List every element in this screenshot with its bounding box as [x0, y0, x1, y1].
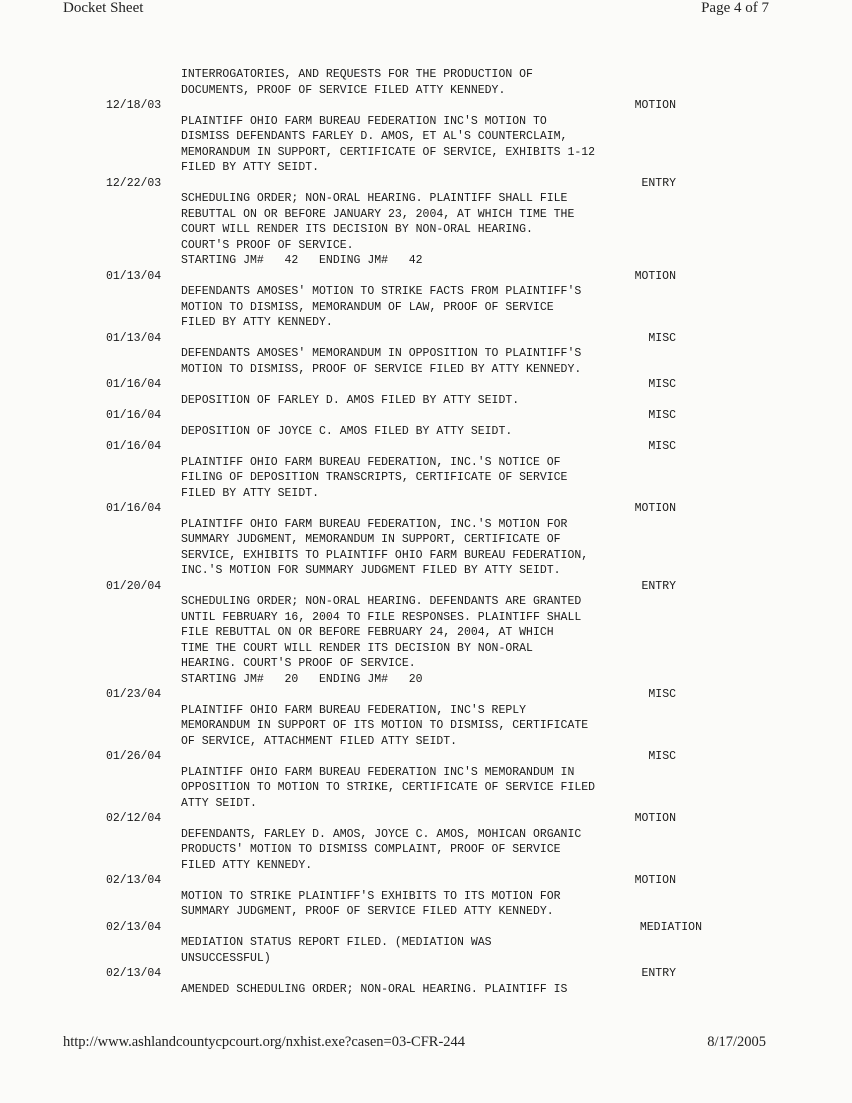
body-line: REBUTTAL ON OR BEFORE JANUARY 23, 2004, AT WHICH TIME THE: [181, 207, 575, 221]
body-line: OF SERVICE, ATTACHMENT FILED ATTY SEIDT.: [181, 734, 458, 748]
docket-entry: [0, 98, 852, 176]
body-line: PLAINTIFF OHIO FARM BUREAU FEDERATION, INC.'S MOTION FOR: [181, 517, 568, 531]
body-line: AMENDED SCHEDULING ORDER; NON-ORAL HEARING. PLAINTIFF IS: [181, 982, 568, 996]
body-line: UNTIL FEBRUARY 16, 2004 TO FILE RESPONSES. PLAINTIFF SHALL: [181, 610, 582, 624]
entry-header: [0, 408, 852, 424]
entry-header: [0, 269, 852, 285]
body-line: DEFENDANTS, FARLEY D. AMOS, JOYCE C. AMOS, MOHICAN ORGANIC: [181, 827, 582, 841]
entry-date: 12/18/03: [106, 99, 162, 112]
entry-date: 02/13/04: [106, 874, 162, 887]
body-line: DOCUMENTS, PROOF OF SERVICE FILED ATTY KENNEDY.: [181, 83, 506, 97]
entry-type: MEDIATION: [639, 920, 702, 934]
entry-date: 01/16/04: [106, 502, 162, 515]
entry-description: [0, 889, 691, 920]
entry-description: [0, 517, 691, 579]
docket-entries: [0, 67, 852, 997]
body-line: PLAINTIFF OHIO FARM BUREAU FEDERATION INC'S MEMORANDUM IN: [181, 765, 575, 779]
body-line: DEPOSITION OF FARLEY D. AMOS FILED BY ATTY SEIDT.: [181, 393, 520, 407]
entry-header: [0, 439, 852, 455]
docket-entry: [0, 408, 852, 439]
body-line: SERVICE, EXHIBITS TO PLAINTIFF OHIO FARM BUREAU FEDERATION,: [181, 548, 589, 562]
entry-description: [0, 455, 691, 502]
entry-description: [0, 346, 691, 377]
entry-header: [0, 501, 852, 517]
continuation-text: [0, 67, 852, 98]
entry-description: [0, 424, 691, 440]
entry-header: [0, 579, 852, 595]
body-line: PLAINTIFF OHIO FARM BUREAU FEDERATION, INC.'S NOTICE OF: [181, 455, 561, 469]
entry-description: [0, 594, 691, 687]
entry-description: [0, 935, 691, 966]
docket-entry: [0, 687, 852, 749]
entry-type: MOTION: [634, 874, 676, 887]
body-line: STARTING JM# 20 ENDING JM# 20: [181, 672, 423, 686]
docket-entry: [0, 176, 852, 269]
body-line: SCHEDULING ORDER; NON-ORAL HEARING. DEFENDANTS ARE GRANTED: [181, 595, 582, 608]
entry-date: 01/13/04: [106, 269, 162, 283]
entry-type: MISC: [648, 409, 676, 422]
entry-header: [0, 687, 852, 703]
body-line: FILED BY ATTY SEIDT.: [181, 161, 320, 174]
entry-type: MOTION: [634, 812, 676, 825]
entry-description: [0, 284, 691, 331]
body-line: INC.'S MOTION FOR SUMMARY JUDGMENT FILED BY ATTY SEIDT.: [181, 564, 561, 577]
body-line: INTERROGATORIES, AND REQUESTS FOR THE PRODUCTION OF: [181, 68, 533, 81]
docket-entry: [0, 920, 852, 967]
body-line: SUMMARY JUDGMENT, PROOF OF SERVICE FILED ATTY KENNEDY.: [181, 905, 554, 918]
entry-date: 01/16/04: [106, 409, 162, 422]
docket-entry: [0, 331, 852, 378]
entry-description: [0, 114, 691, 176]
entry-description: [0, 827, 691, 874]
entry-type: MISC: [648, 331, 676, 345]
docket-entry: [0, 269, 852, 331]
docket-entry: [0, 377, 852, 408]
entry-description: [0, 703, 691, 750]
body-line: FILED BY ATTY KENNEDY.: [181, 316, 333, 329]
body-line: ATTY SEIDT.: [181, 796, 257, 810]
entry-type: MISC: [648, 440, 676, 453]
entry-description: [0, 982, 691, 998]
footer-date: 8/17/2005: [707, 1034, 766, 1050]
body-line: MOTION TO DISMISS, MEMORANDUM OF LAW, PROOF OF SERVICE: [181, 300, 554, 314]
entry-date: 01/20/04: [106, 579, 162, 593]
entry-date: 01/16/04: [106, 440, 162, 453]
body-line: MOTION TO DISMISS, PROOF OF SERVICE FILED BY ATTY KENNEDY.: [181, 362, 582, 376]
body-line: OPPOSITION TO MOTION TO STRIKE, CERTIFICATE OF SERVICE FILED: [181, 781, 596, 794]
entry-date: 02/13/04: [106, 967, 162, 980]
body-line: FILING OF DEPOSITION TRANSCRIPTS, CERTIFICATE OF SERVICE: [181, 471, 568, 484]
entry-type: MOTION: [634, 269, 676, 283]
entry-header: [0, 920, 852, 936]
entry-type: ENTRY: [641, 579, 676, 593]
body-line: COURT WILL RENDER ITS DECISION BY NON-ORAL HEARING.: [181, 223, 533, 236]
entry-type: MISC: [648, 688, 676, 701]
body-line: DEFENDANTS AMOSES' MOTION TO STRIKE FACTS FROM PLAINTIFF'S: [181, 285, 582, 298]
body-line: MEMORANDUM IN SUPPORT OF ITS MOTION TO DISMISS, CERTIFICATE: [181, 719, 589, 732]
entry-date: 01/26/04: [106, 750, 162, 763]
entry-type: MISC: [648, 378, 676, 391]
entry-type: ENTRY: [641, 967, 676, 980]
body-line: FILED BY ATTY SEIDT.: [181, 486, 320, 500]
entry-header: [0, 176, 852, 192]
body-line: PLAINTIFF OHIO FARM BUREAU FEDERATION INC'S MOTION TO: [181, 114, 547, 128]
body-line: STARTING JM# 42 ENDING JM# 42: [181, 254, 423, 267]
page-number: Page 4 of 7: [701, 0, 769, 16]
body-line: DEFENDANTS AMOSES' MEMORANDUM IN OPPOSITION TO PLAINTIFF'S: [181, 347, 582, 360]
footer-url: http://www.ashlandcountycpcourt.org/nxhist.exe?casen=03-CFR-244: [63, 1034, 466, 1050]
docket-entry: [0, 811, 852, 873]
body-line: UNSUCCESSFUL): [181, 951, 271, 965]
body-line: DISMISS DEFENDANTS FARLEY D. AMOS, ET AL'S COUNTERCLAIM,: [181, 130, 568, 143]
entry-description: [0, 191, 691, 269]
body-line: MEMORANDUM IN SUPPORT, CERTIFICATE OF SERVICE, EXHIBITS 1-12: [181, 145, 596, 159]
entry-header: [0, 873, 852, 889]
body-line: DEPOSITION OF JOYCE C. AMOS FILED BY ATTY SEIDT.: [181, 424, 513, 438]
entry-date: 01/13/04: [106, 331, 162, 345]
entry-type: MISC: [648, 750, 676, 763]
docket-entry: [0, 439, 852, 501]
entry-date: 01/16/04: [106, 378, 162, 391]
entry-date: 02/13/04: [106, 920, 162, 934]
docket-entry: [0, 966, 852, 997]
docket-entry: [0, 501, 852, 579]
body-line: FILE REBUTTAL ON OR BEFORE FEBRUARY 24, 2004, AT WHICH: [181, 626, 554, 639]
body-line: PLAINTIFF OHIO FARM BUREAU FEDERATION, INC'S REPLY: [181, 703, 527, 717]
entry-header: [0, 966, 852, 982]
body-line: PRODUCTS' MOTION TO DISMISS COMPLAINT, PROOF OF SERVICE: [181, 843, 561, 856]
body-line: COURT'S PROOF OF SERVICE.: [181, 238, 354, 252]
entry-description: [0, 765, 691, 812]
entry-header: [0, 811, 852, 827]
entry-header: [0, 749, 852, 765]
body-line: SUMMARY JUDGMENT, MEMORANDUM IN SUPPORT, CERTIFICATE OF: [181, 533, 561, 546]
body-line: MEDIATION STATUS REPORT FILED. (MEDIATION WAS: [181, 936, 492, 949]
docket-entry: [0, 749, 852, 811]
entry-type: MOTION: [634, 502, 676, 515]
body-line: FILED ATTY KENNEDY.: [181, 858, 313, 872]
body-line: HEARING. COURT'S PROOF OF SERVICE.: [181, 657, 416, 670]
entry-header: [0, 331, 852, 347]
body-line: TIME THE COURT WILL RENDER ITS DECISION BY NON-ORAL: [181, 641, 533, 655]
page-header-title: Docket Sheet: [63, 0, 144, 16]
docket-entry: [0, 579, 852, 688]
entry-description: [0, 393, 691, 409]
entry-header: [0, 98, 852, 114]
entry-date: 12/22/03: [106, 176, 162, 190]
entry-date: 02/12/04: [106, 812, 162, 825]
body-line: MOTION TO STRIKE PLAINTIFF'S EXHIBITS TO ITS MOTION FOR: [181, 889, 561, 903]
docket-entry: [0, 873, 852, 920]
entry-date: 01/23/04: [106, 688, 162, 701]
entry-type: MOTION: [634, 99, 676, 112]
body-line: SCHEDULING ORDER; NON-ORAL HEARING. PLAINTIFF SHALL FILE: [181, 192, 568, 205]
entry-header: [0, 377, 852, 393]
entry-type: ENTRY: [641, 176, 676, 190]
